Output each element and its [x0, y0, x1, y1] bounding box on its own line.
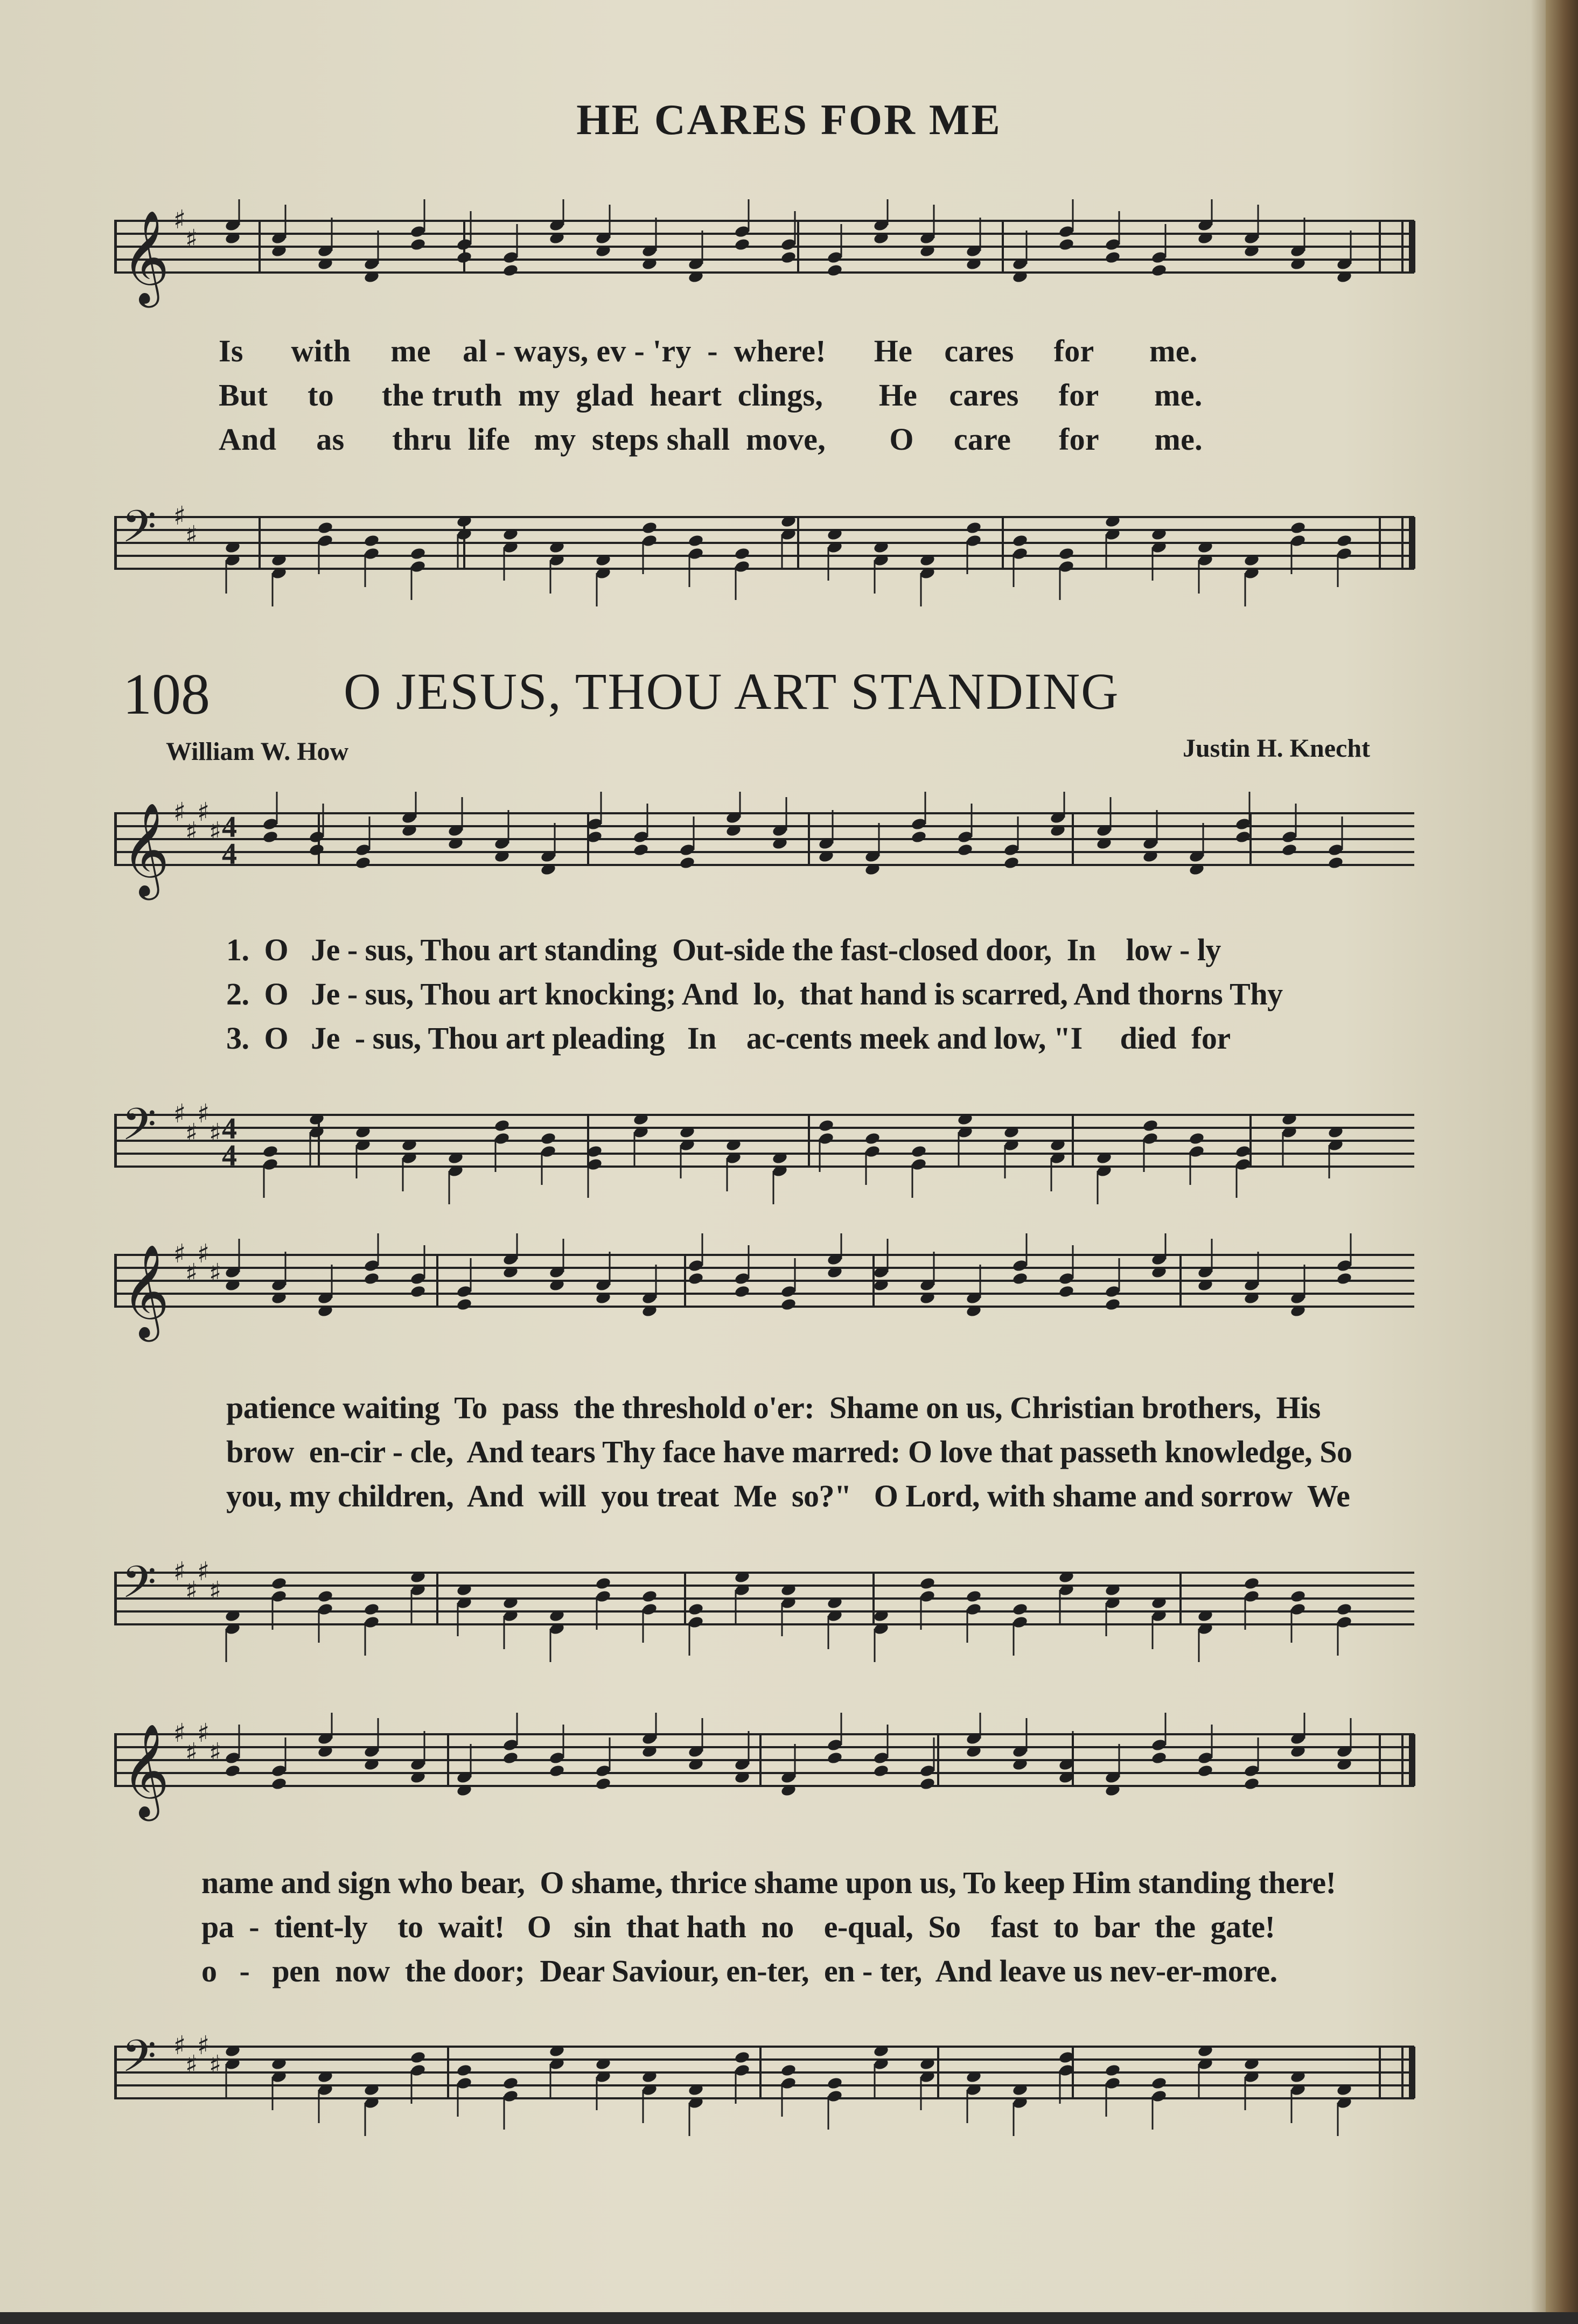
- time-signature-bottom: 4: [222, 838, 237, 871]
- lyric-line: 2. O Je - sus, Thou art knocking; And lo, that hand is scarred, And thorns Thy: [226, 976, 1283, 1011]
- notehead-icon: [1281, 843, 1298, 857]
- notehead-icon: [919, 1576, 936, 1590]
- notehead-icon: [502, 1751, 519, 1765]
- notehead-icon: [1105, 2063, 1121, 2077]
- notehead-icon: [827, 1751, 843, 1765]
- notehead-icon: [1003, 856, 1020, 870]
- bass-clef-icon: 𝄢: [122, 1098, 157, 1161]
- staff-lines: [114, 2047, 1414, 2098]
- notehead-icon: [1151, 1751, 1168, 1765]
- notehead-icon: [271, 1777, 288, 1791]
- staff-lines: [114, 1255, 1414, 1307]
- bass-staff: [114, 495, 1419, 609]
- bass-staff: [114, 2025, 1419, 2138]
- treble-staff: [114, 1713, 1419, 1826]
- notehead-icon: [1197, 1764, 1214, 1778]
- notehead-icon: [494, 1119, 511, 1133]
- sharp-icon: ♯: [173, 1099, 186, 1129]
- notehead-icon: [827, 263, 843, 277]
- notehead-icon: [864, 1132, 881, 1146]
- notehead-icon: [911, 1144, 927, 1158]
- lyric-line: But to the truth my glad heart clings, He cares for me.: [219, 378, 1203, 413]
- notehead-icon: [1290, 1589, 1307, 1603]
- notehead-icon: [456, 1297, 473, 1311]
- sharp-icon: ♯: [185, 1258, 198, 1288]
- staff-lines: [114, 813, 1414, 865]
- composer: Justin H. Knecht: [1182, 734, 1370, 763]
- notehead-icon: [410, 238, 427, 252]
- staff-lines: [114, 1573, 1414, 1624]
- sharp-icon: ♯: [197, 2030, 210, 2061]
- bass-clef-icon: 𝄢: [122, 500, 157, 563]
- notehead-icon: [262, 1144, 279, 1158]
- lyric-line: And as thru life my steps shall move, O care for me.: [219, 422, 1203, 457]
- notehead-icon: [364, 1602, 380, 1616]
- notehead-icon: [1058, 1285, 1075, 1299]
- notehead-icon: [827, 2076, 843, 2090]
- notehead-icon: [225, 1764, 241, 1778]
- lyric-line: name and sign who bear, O shame, thrice shame upon us, To keep Him standing there!: [201, 1865, 1336, 1900]
- notehead-icon: [679, 856, 696, 870]
- notehead-icon: [410, 2050, 427, 2064]
- notehead-icon: [1142, 1119, 1159, 1133]
- notehead-icon: [502, 2076, 519, 2090]
- notehead-icon: [919, 1777, 936, 1791]
- treble-clef-icon: 𝄞: [122, 210, 170, 304]
- notehead-icon: [271, 1576, 288, 1590]
- notehead-icon: [309, 843, 325, 857]
- sharp-icon: ♯: [173, 1239, 186, 1269]
- sharp-icon: ♯: [209, 1118, 222, 1148]
- sharp-icon: ♯: [185, 1118, 198, 1148]
- notehead-icon: [966, 521, 982, 535]
- sharp-icon: ♯: [173, 1557, 186, 1587]
- scan-edge: [0, 2312, 1578, 2324]
- bass-clef-icon: 𝄢: [122, 2030, 157, 2093]
- notehead-icon: [262, 830, 279, 844]
- notehead-icon: [633, 843, 650, 857]
- notehead-icon: [410, 547, 427, 561]
- notehead-icon: [1290, 521, 1307, 535]
- notehead-icon: [364, 1272, 380, 1286]
- notehead-icon: [410, 1285, 427, 1299]
- top-hymn-title: HE CARES FOR ME: [576, 96, 1002, 144]
- notehead-icon: [780, 1297, 797, 1311]
- sharp-icon: ♯: [185, 816, 198, 847]
- notehead-icon: [688, 1602, 704, 1616]
- notehead-icon: [1105, 250, 1121, 264]
- sharp-icon: ♯: [197, 1718, 210, 1748]
- notehead-icon: [1244, 1576, 1260, 1590]
- notehead-icon: [1058, 238, 1075, 252]
- staff-lines: [114, 221, 1414, 273]
- treble-staff: [114, 1233, 1419, 1346]
- sharp-icon: ♯: [209, 1576, 222, 1606]
- sharp-icon: ♯: [173, 1718, 186, 1748]
- lyric-line: o - pen now the door; Dear Saviour, en-ter, en - ter, And leave us nev-er-more.: [201, 1953, 1277, 1988]
- sharp-icon: ♯: [197, 1099, 210, 1129]
- lyric-line: 1. O Je - sus, Thou art standing Out-side the fast-closed door, In low - ly: [226, 932, 1221, 967]
- notehead-icon: [456, 2063, 473, 2077]
- notehead-icon: [734, 547, 751, 561]
- notehead-icon: [780, 2063, 797, 2077]
- sharp-icon: ♯: [209, 1258, 222, 1288]
- lyric-line: you, my children, And will you treat Me so?" O Lord, with shame and sorrow We: [226, 1478, 1350, 1513]
- notehead-icon: [1336, 534, 1353, 548]
- sharp-icon: ♯: [185, 224, 198, 254]
- lyric-line: 3. O Je - sus, Thou art pleading In ac-cents meek and low, "I died for: [226, 1021, 1231, 1056]
- notehead-icon: [1244, 1777, 1260, 1791]
- notehead-icon: [1105, 1297, 1121, 1311]
- notehead-icon: [641, 1589, 658, 1603]
- treble-staff: [114, 792, 1419, 905]
- lyric-line: brow en-cir - cle, And tears Thy face have marred: O love that passeth knowledge, So: [226, 1434, 1352, 1469]
- notehead-icon: [688, 1272, 704, 1286]
- notehead-icon: [734, 2050, 751, 2064]
- time-signature-top: 4: [222, 811, 237, 844]
- treble-staff: [114, 199, 1419, 312]
- sharp-icon: ♯: [185, 1737, 198, 1768]
- treble-clef-icon: 𝄞: [122, 1723, 170, 1817]
- notehead-icon: [364, 534, 380, 548]
- notehead-icon: [355, 856, 372, 870]
- author: William W. How: [166, 737, 349, 766]
- sharp-icon: ♯: [173, 797, 186, 827]
- notehead-icon: [1328, 856, 1344, 870]
- sharp-icon: ♯: [185, 520, 198, 550]
- hymn-title: O JESUS, THOU ART STANDING: [344, 662, 1120, 720]
- notehead-icon: [911, 830, 927, 844]
- sharp-icon: ♯: [185, 2050, 198, 2080]
- notehead-icon: [317, 1589, 334, 1603]
- notehead-icon: [957, 843, 974, 857]
- notehead-icon: [1235, 830, 1252, 844]
- notehead-icon: [1235, 1144, 1252, 1158]
- notehead-icon: [818, 1119, 835, 1133]
- treble-clef-icon: 𝄞: [122, 802, 170, 896]
- notehead-icon: [1012, 1602, 1029, 1616]
- sharp-icon: ♯: [197, 1557, 210, 1587]
- bass-staff: [114, 1551, 1419, 1664]
- notehead-icon: [688, 534, 704, 548]
- staff-lines: [114, 1734, 1414, 1786]
- sharp-icon: ♯: [197, 1239, 210, 1269]
- bass-staff: [114, 1093, 1419, 1206]
- sharp-icon: ♯: [185, 1576, 198, 1606]
- sharp-icon: ♯: [173, 205, 186, 235]
- notehead-icon: [966, 1589, 982, 1603]
- notehead-icon: [595, 1777, 612, 1791]
- notehead-icon: [1151, 263, 1168, 277]
- lyric-line: Is with me al - ways, ev - 'ry - where! He cares for me.: [219, 333, 1198, 368]
- notehead-icon: [1012, 534, 1029, 548]
- notehead-icon: [595, 1576, 612, 1590]
- staff-lines: [114, 517, 1414, 569]
- lyric-line: patience waiting To pass the threshold o'er: Shame on us, Christian brothers, His: [226, 1390, 1321, 1425]
- notehead-icon: [317, 521, 334, 535]
- notehead-icon: [641, 521, 658, 535]
- notehead-icon: [502, 263, 519, 277]
- bass-clef-icon: 𝄢: [122, 1556, 157, 1619]
- sharp-icon: ♯: [209, 2050, 222, 2080]
- sharp-icon: ♯: [209, 1737, 222, 1768]
- notehead-icon: [734, 1285, 751, 1299]
- notehead-icon: [1336, 1272, 1353, 1286]
- notehead-icon: [1012, 1272, 1029, 1286]
- sharp-icon: ♯: [173, 501, 186, 531]
- sharp-icon: ♯: [197, 797, 210, 827]
- treble-clef-icon: 𝄞: [122, 1244, 170, 1338]
- notehead-icon: [540, 1132, 557, 1146]
- staff-lines: [114, 1115, 1414, 1167]
- sharp-icon: ♯: [209, 816, 222, 847]
- sharp-icon: ♯: [173, 2030, 186, 2061]
- notehead-icon: [873, 1764, 890, 1778]
- book-spine: [1546, 0, 1578, 2324]
- hymn-number: 108: [123, 662, 210, 727]
- notehead-icon: [456, 250, 473, 264]
- notehead-icon: [1189, 1132, 1205, 1146]
- notehead-icon: [734, 238, 751, 252]
- notehead-icon: [1151, 2076, 1168, 2090]
- lyric-line: pa - tient-ly to wait! O sin that hath no e-qual, So fast to bar the gate!: [201, 1909, 1275, 1944]
- time-signature-top: 4: [222, 1112, 237, 1146]
- notehead-icon: [1336, 1602, 1353, 1616]
- notehead-icon: [780, 250, 797, 264]
- notehead-icon: [549, 1764, 565, 1778]
- time-signature-bottom: 4: [222, 1139, 237, 1173]
- notehead-icon: [1058, 547, 1075, 561]
